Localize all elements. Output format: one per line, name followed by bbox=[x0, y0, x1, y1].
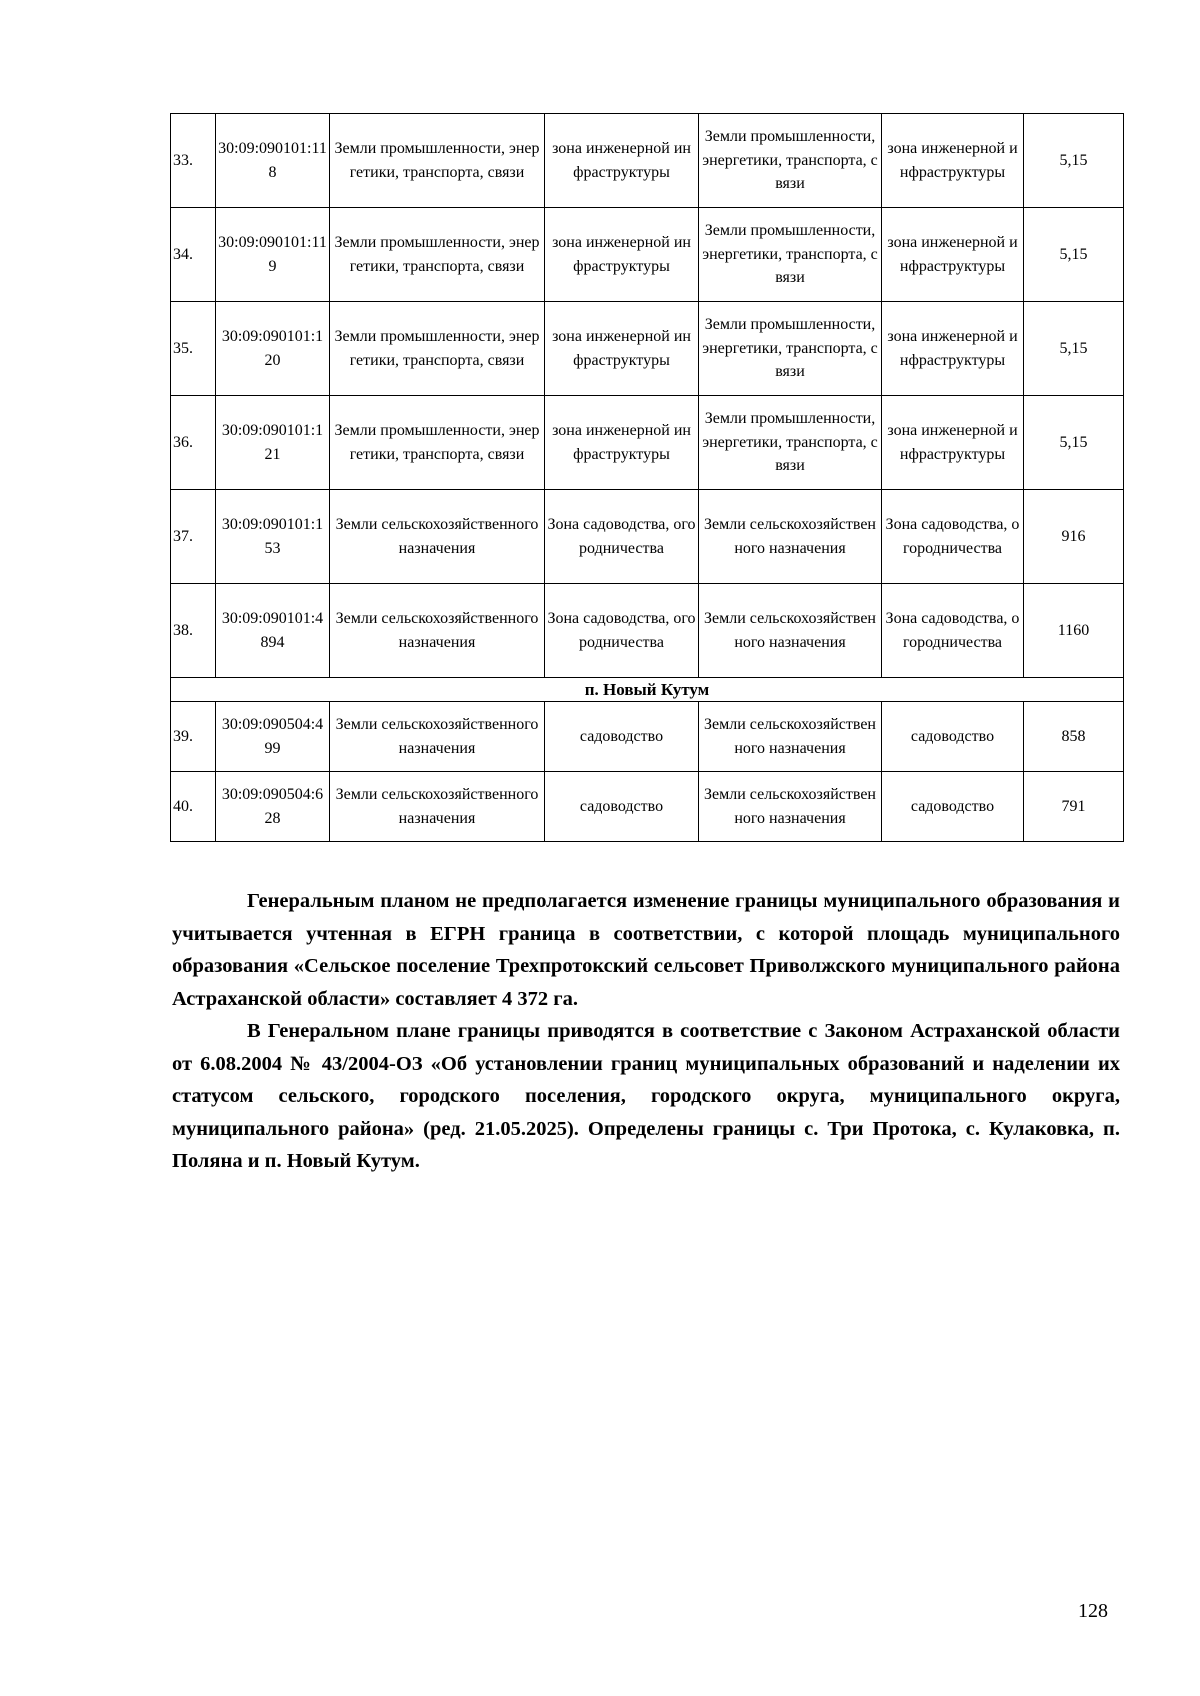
area-value: 5,15 bbox=[1024, 114, 1124, 208]
land-category-planned: Земли промышленности, энергетики, транспорта, связи bbox=[699, 302, 882, 396]
area-value: 5,15 bbox=[1024, 302, 1124, 396]
land-category-planned: Земли промышленности, энергетики, транспорта, связи bbox=[699, 396, 882, 490]
paragraph: Генеральным планом не предполагается изменение границы муниципального образования и учитывается учтенная в ЕГРН граница в соответствии, с которой площадь муниципального образования «Сельское поселение Трехпротокский сельсовет Приволжского муниципального района Астраханской области» составляет 4 372 га. bbox=[172, 890, 1120, 1010]
cadastral-number: 30:09:090504:499 bbox=[216, 702, 330, 772]
row-number: 34. bbox=[171, 208, 216, 302]
cadastral-number: 30:09:090101:153 bbox=[216, 490, 330, 584]
area-value: 1160 bbox=[1024, 584, 1124, 678]
table-row bbox=[171, 302, 1124, 396]
land-plots-table bbox=[170, 113, 1124, 842]
row-number: 36. bbox=[171, 396, 216, 490]
functional-zone: зона инженерной инфраструктуры bbox=[545, 208, 699, 302]
cadastral-number: 30:09:090504:628 bbox=[216, 772, 330, 842]
functional-zone-planned: зона инженерной инфраструктуры bbox=[882, 396, 1024, 490]
area-value: 791 bbox=[1024, 772, 1124, 842]
land-category: Земли промышленности, энергетики, транспорта, связи bbox=[330, 208, 545, 302]
land-category-planned: Земли сельскохозяйственного назначения bbox=[699, 584, 882, 678]
functional-zone: садоводство bbox=[545, 702, 699, 772]
row-number: 39. bbox=[171, 702, 216, 772]
functional-zone-planned: садоводство bbox=[882, 702, 1024, 772]
table-row bbox=[171, 396, 1124, 490]
area-value: 916 bbox=[1024, 490, 1124, 584]
land-category-planned: Земли сельскохозяйственного назначения bbox=[699, 772, 882, 842]
table-row bbox=[171, 114, 1124, 208]
cadastral-number: 30:09:090101:120 bbox=[216, 302, 330, 396]
paragraph: В Генеральном плане границы приводятся в соответствие с Законом Астраханской области от 6.08.2004 № 43/2004-ОЗ «Об установлении границ муниципальных образований и наделении их статусом сельского, городского поселения, городского округа, муниципального округа, муниципального района» (ред. 21.05.2025). Определены границы с. Три Протока, с. Кулаковка, п. Поляна и п. Новый Кутум. bbox=[172, 1020, 1120, 1172]
cadastral-number: 30:09:090101:121 bbox=[216, 396, 330, 490]
functional-zone-planned: зона инженерной инфраструктуры bbox=[882, 302, 1024, 396]
table-row bbox=[171, 208, 1124, 302]
cadastral-number: 30:09:090101:119 bbox=[216, 208, 330, 302]
land-category: Земли промышленности, энергетики, транспорта, связи bbox=[330, 114, 545, 208]
land-category-planned: Земли сельскохозяйственного назначения bbox=[699, 490, 882, 584]
section-row bbox=[171, 678, 1124, 702]
row-number: 40. bbox=[171, 772, 216, 842]
page-number: 128 bbox=[1078, 1600, 1108, 1622]
functional-zone: Зона садоводства, огородничества bbox=[545, 490, 699, 584]
row-number: 38. bbox=[171, 584, 216, 678]
functional-zone: садоводство bbox=[545, 772, 699, 842]
row-number: 37. bbox=[171, 490, 216, 584]
area-value: 5,15 bbox=[1024, 396, 1124, 490]
table-row bbox=[171, 772, 1124, 842]
functional-zone-planned: садоводство bbox=[882, 772, 1024, 842]
functional-zone-planned: зона инженерной инфраструктуры bbox=[882, 114, 1024, 208]
table-row bbox=[171, 490, 1124, 584]
table-row bbox=[171, 702, 1124, 772]
functional-zone: зона инженерной инфраструктуры bbox=[545, 396, 699, 490]
functional-zone-planned: Зона садоводства, огородничества bbox=[882, 584, 1024, 678]
table-row bbox=[171, 584, 1124, 678]
section-title: п. Новый Кутум bbox=[171, 678, 1124, 702]
cadastral-number: 30:09:090101:4894 bbox=[216, 584, 330, 678]
land-category-planned: Земли сельскохозяйственного назначения bbox=[699, 702, 882, 772]
land-category: Земли сельскохозяйственного назначения bbox=[330, 584, 545, 678]
land-category: Земли сельскохозяйственного назначения bbox=[330, 490, 545, 584]
row-number: 35. bbox=[171, 302, 216, 396]
functional-zone: зона инженерной инфраструктуры bbox=[545, 114, 699, 208]
functional-zone: зона инженерной инфраструктуры bbox=[545, 302, 699, 396]
cadastral-number: 30:09:090101:118 bbox=[216, 114, 330, 208]
row-number: 33. bbox=[171, 114, 216, 208]
land-category: Земли сельскохозяйственного назначения bbox=[330, 772, 545, 842]
land-category: Земли промышленности, энергетики, транспорта, связи bbox=[330, 396, 545, 490]
area-value: 5,15 bbox=[1024, 208, 1124, 302]
area-value: 858 bbox=[1024, 702, 1124, 772]
functional-zone: Зона садоводства, огородничества bbox=[545, 584, 699, 678]
land-category: Земли сельскохозяйственного назначения bbox=[330, 702, 545, 772]
body-text bbox=[172, 885, 1120, 1178]
land-category-planned: Земли промышленности, энергетики, транспорта, связи bbox=[699, 208, 882, 302]
functional-zone-planned: Зона садоводства, огородничества bbox=[882, 490, 1024, 584]
functional-zone-planned: зона инженерной инфраструктуры bbox=[882, 208, 1024, 302]
land-category: Земли промышленности, энергетики, транспорта, связи bbox=[330, 302, 545, 396]
land-category-planned: Земли промышленности, энергетики, транспорта, связи bbox=[699, 114, 882, 208]
